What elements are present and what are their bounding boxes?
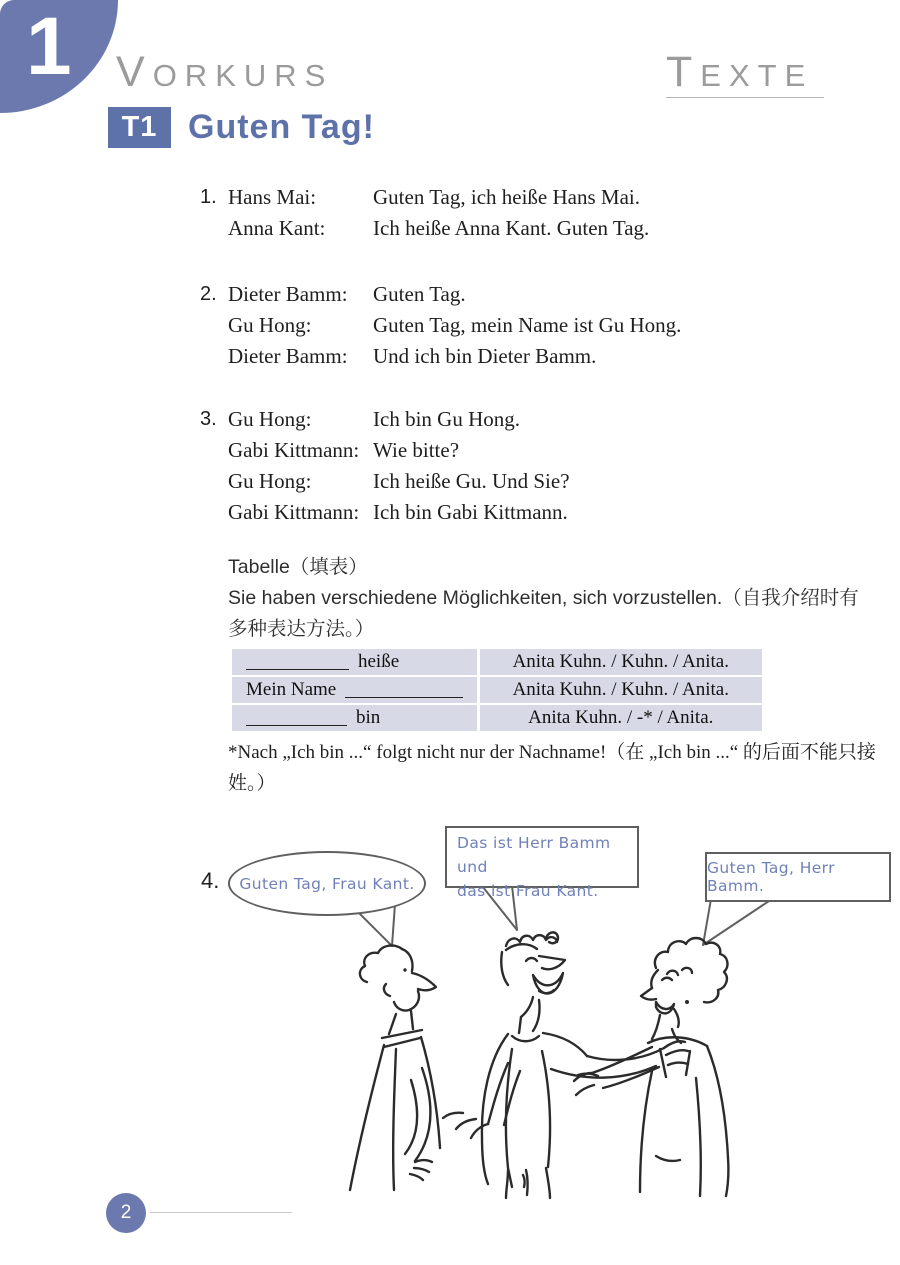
table-right-cell: Anita Kuhn. / Kuhn. / Anita. <box>480 677 762 703</box>
speaker-name: Gu Hong: <box>228 469 312 493</box>
table-right-cell: Anita Kuhn. / Kuhn. / Anita. <box>480 649 762 675</box>
dialogue-text: Ich heiße Gu. Und Sie? <box>373 469 570 493</box>
table-row <box>232 649 762 675</box>
table-row <box>232 677 762 703</box>
dialogue-text: Und ich bin Dieter Bamm. <box>373 344 597 368</box>
table-left-cell <box>232 649 477 675</box>
dialogue-line <box>200 341 870 372</box>
dialogue-number: 1. <box>200 186 217 208</box>
dialogue-line <box>200 182 870 213</box>
dialogue-list <box>200 182 870 528</box>
lesson-title: Guten Tag! <box>188 108 375 146</box>
dialogue-number-spacer <box>200 213 228 244</box>
speech-bubble-left <box>228 851 426 916</box>
dialogue-text: Guten Tag, ich heiße Hans Mai. <box>373 185 640 209</box>
blank-line <box>246 654 349 670</box>
speaker-name: Dieter Bamm: <box>228 282 348 306</box>
footnote: *Nach „Ich bin ...“ folgt nicht nur der Nachname!（在 „Ich bin ...“ 的后面不能只接姓。） <box>228 742 876 794</box>
fill-in-table <box>232 649 762 733</box>
bubble-text-line2: das ist Frau Kant. <box>457 882 599 900</box>
section-right-rest: EXTE <box>700 58 814 93</box>
dialogue-text: Ich heiße Anna Kant. Guten Tag. <box>373 216 650 240</box>
table-left-word: Mein Name <box>246 679 337 700</box>
speech-bubble-right <box>705 852 891 902</box>
dialogue-item-3 <box>200 404 870 528</box>
bubble-tail-right <box>703 897 772 945</box>
header-underline <box>666 97 824 98</box>
dialogue-line <box>200 310 870 341</box>
middle-man-figure <box>443 932 688 1198</box>
dialogue-text: Guten Tag. <box>373 282 466 306</box>
dialogue-text: Guten Tag, mein Name ist Gu Hong. <box>373 313 682 337</box>
dialogue-number-spacer <box>200 341 228 372</box>
dialogue-line <box>200 213 870 244</box>
speaker-name: Anna Kant: <box>228 216 326 240</box>
section-right-initial: T <box>666 48 701 96</box>
unit-corner-badge <box>0 0 118 113</box>
dialogue-number-spacer <box>200 497 228 528</box>
table-right-cell: Anita Kuhn. / -* / Anita. <box>480 705 762 731</box>
speaker-name: Gu Hong: <box>228 407 312 431</box>
page-number: 2 <box>120 1202 132 1223</box>
dialogue-number-spacer <box>200 466 228 497</box>
blank-line <box>345 682 463 698</box>
bubble-text-line1: Das ist Herr Bamm und <box>457 834 611 876</box>
left-man-figure <box>350 946 440 1190</box>
section-title-vorkurs <box>116 48 333 97</box>
speech-bubble-center <box>445 826 639 900</box>
section-left-initial: V <box>116 48 153 96</box>
dialogue-text: Ich bin Gu Hong. <box>373 407 520 431</box>
exercise-4-illustration <box>190 818 900 1200</box>
table-left-word: bin <box>356 707 381 728</box>
dialogue-line <box>200 497 870 528</box>
exercise-number: 4. <box>201 868 220 893</box>
lesson-badge: T1 <box>108 107 171 148</box>
dialogue-line <box>200 466 870 497</box>
unit-number: 1 <box>26 1 72 92</box>
tabelle-heading: Tabelle（填表） <box>228 556 368 578</box>
dialogue-number-spacer <box>200 435 228 466</box>
table-row <box>232 705 762 731</box>
table-left-cell <box>232 705 477 731</box>
section-left-rest: ORKURS <box>152 58 334 93</box>
table-left-cell <box>232 677 477 703</box>
blank-line <box>246 710 347 726</box>
dialogue-number: 2. <box>200 283 217 305</box>
speaker-name: Hans Mai: <box>228 185 317 209</box>
dialogue-line <box>200 435 870 466</box>
dialogue-number-spacer <box>200 310 228 341</box>
speaker-name: Dieter Bamm: <box>228 344 348 368</box>
bubble-text: Guten Tag, Frau Kant. <box>239 874 415 893</box>
lesson-header <box>108 107 375 148</box>
section-title-texte <box>666 48 813 97</box>
table-left-word: heiße <box>358 651 400 672</box>
speaker-name: Gabi Kittmann: <box>228 438 360 462</box>
speaker-name: Gu Hong: <box>228 313 312 337</box>
dialogue-line <box>200 404 870 435</box>
dialogue-text: Ich bin Gabi Kittmann. <box>373 500 568 524</box>
dialogue-item-2 <box>200 279 870 372</box>
tabelle-section <box>228 552 876 645</box>
page-number-badge <box>106 1193 146 1233</box>
footer-rule <box>150 1212 292 1213</box>
dialogue-line <box>200 279 870 310</box>
dialogue-text: Wie bitte? <box>373 438 460 462</box>
speaker-name: Gabi Kittmann: <box>228 500 360 524</box>
bubble-text: Guten Tag, Herr Bamm. <box>707 859 835 895</box>
dialogue-number: 3. <box>200 408 217 430</box>
dialogue-item-1 <box>200 182 870 244</box>
tabelle-intro: Sie haben verschiedene Möglichkeiten, sich vorzustellen.（自我介绍时有多种表达方法。） <box>228 587 859 640</box>
